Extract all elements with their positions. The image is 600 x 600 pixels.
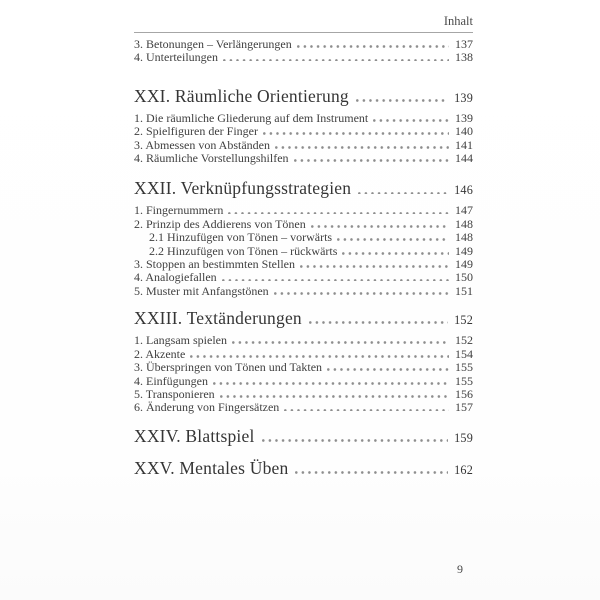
dot-leader xyxy=(297,45,449,48)
toc-entry-label: XXII. Verknüpfungsstrategien xyxy=(134,178,352,199)
toc-entry-page: 155 xyxy=(455,360,473,375)
dot-leader xyxy=(274,292,449,295)
dot-leader xyxy=(300,265,449,268)
toc-entry-page: 138 xyxy=(455,50,473,65)
toc-subitem xyxy=(134,245,473,258)
dot-leader xyxy=(295,471,448,474)
dot-leader xyxy=(190,355,449,358)
toc-entry-label: XXV. Mentales Üben xyxy=(134,457,289,478)
toc-entry-label: XXIV. Blattspiel xyxy=(134,425,255,446)
page-number: 9 xyxy=(457,562,463,576)
toc-entry-page: 150 xyxy=(455,270,473,285)
toc-entry-page: 149 xyxy=(455,257,473,272)
dot-leader xyxy=(263,132,449,135)
toc-item xyxy=(134,125,473,138)
dot-leader xyxy=(220,395,449,398)
toc-item xyxy=(134,348,473,361)
toc-item xyxy=(134,388,473,401)
table-of-contents xyxy=(134,38,473,481)
toc-entry-page: 157 xyxy=(455,400,473,415)
dot-leader xyxy=(213,382,449,385)
toc-entry-label: 3. Überspringen von Tönen und Takten xyxy=(134,360,323,375)
dot-leader xyxy=(284,409,449,412)
toc-item xyxy=(134,218,473,231)
dot-leader xyxy=(373,119,449,122)
toc-entry-label: 3. Abmessen von Abständen xyxy=(134,137,270,152)
toc-item xyxy=(134,51,473,64)
toc-entry-label: 6. Änderung von Fingersätzen xyxy=(134,400,280,415)
toc-entry-label: 2. Prinzip des Addierens von Tönen xyxy=(134,216,306,231)
toc-item xyxy=(134,361,473,374)
toc-entry-page: 162 xyxy=(454,462,473,477)
toc-entry-label: 1. Langsam spielen xyxy=(134,333,227,348)
running-header-title: Inhalt xyxy=(443,14,473,28)
toc-entry-label: 2. Spielfiguren der Finger xyxy=(134,124,258,139)
toc-item xyxy=(134,334,473,347)
toc-entry-page: 152 xyxy=(454,313,473,328)
dot-leader xyxy=(327,368,449,371)
toc-item xyxy=(134,152,473,165)
toc-entry-page: 147 xyxy=(455,203,473,218)
toc-entry-label: XXI. Räumliche Orientierung xyxy=(134,85,349,106)
toc-chapter-heading xyxy=(134,425,473,449)
toc-entry-page: 152 xyxy=(455,333,473,348)
toc-entry-page: 139 xyxy=(454,90,473,105)
toc-entry-page: 140 xyxy=(455,124,473,139)
toc-entry-label: 5. Muster mit Anfangstönen xyxy=(134,283,269,298)
toc-entry-label: 1. Die räumliche Gliederung auf dem Instrument xyxy=(134,110,369,125)
running-header xyxy=(134,14,473,33)
dot-leader xyxy=(294,159,449,162)
toc-entry-label: 2.2 Hinzufügen von Tönen – rückwärts xyxy=(149,243,338,258)
toc-entry-page: 156 xyxy=(455,386,473,401)
toc-item xyxy=(134,204,473,217)
toc-content xyxy=(134,14,473,484)
dot-leader xyxy=(262,439,449,442)
toc-entry-page: 139 xyxy=(455,110,473,125)
toc-entry-label: 4. Einfügungen xyxy=(134,373,208,388)
toc-entry-page: 146 xyxy=(454,183,473,198)
toc-entry-page: 148 xyxy=(455,230,473,245)
toc-item xyxy=(134,285,473,298)
toc-entry-page: 149 xyxy=(455,243,473,258)
dot-leader xyxy=(356,99,448,102)
dot-leader xyxy=(232,341,449,344)
toc-entry-label: 3. Betonungen – Verlängerungen xyxy=(134,37,292,51)
toc-chapter-heading xyxy=(134,307,473,331)
toc-entry-page: 148 xyxy=(455,216,473,231)
toc-chapter-heading xyxy=(134,177,473,201)
toc-entry-label: 4. Unterteilungen xyxy=(134,50,218,65)
dot-leader xyxy=(358,192,448,195)
toc-item xyxy=(134,38,473,51)
dot-leader xyxy=(311,225,449,228)
toc-item xyxy=(134,112,473,125)
toc-entry-label: 3. Stoppen an bestimmten Stellen xyxy=(134,257,295,272)
toc-item xyxy=(134,401,473,414)
dot-leader xyxy=(342,252,449,255)
toc-entry-label: 2.1 Hinzufügen von Tönen – vorwärts xyxy=(149,230,333,245)
toc-entry-page: 144 xyxy=(455,151,473,166)
dot-leader xyxy=(228,212,449,215)
toc-item xyxy=(134,258,473,271)
toc-entry-label: XXIII. Textänderungen xyxy=(134,308,302,329)
toc-entry-label: 1. Fingernummern xyxy=(134,203,224,218)
dot-leader xyxy=(337,238,449,241)
toc-entry-page: 159 xyxy=(454,430,473,445)
toc-entry-label: 4. Räumliche Vorstellungshilfen xyxy=(134,151,289,166)
toc-entry-label: 5. Transponieren xyxy=(134,386,215,401)
dot-leader xyxy=(275,146,449,149)
toc-entry-page: 155 xyxy=(455,373,473,388)
toc-item xyxy=(134,271,473,284)
toc-chapter-heading xyxy=(134,457,473,481)
toc-chapter-heading xyxy=(134,85,473,109)
dot-leader xyxy=(223,59,449,62)
dot-leader xyxy=(309,321,448,324)
toc-entry-page: 141 xyxy=(455,137,473,152)
dot-leader xyxy=(222,279,449,282)
toc-entry-page: 154 xyxy=(455,346,473,361)
toc-entry-page: 137 xyxy=(455,37,473,51)
toc-item xyxy=(134,139,473,152)
toc-subitem xyxy=(134,231,473,244)
toc-entry-page: 151 xyxy=(455,283,473,298)
toc-item xyxy=(134,375,473,388)
toc-entry-label: 2. Akzente xyxy=(134,346,186,361)
toc-entry-label: 4. Analogiefallen xyxy=(134,270,217,285)
